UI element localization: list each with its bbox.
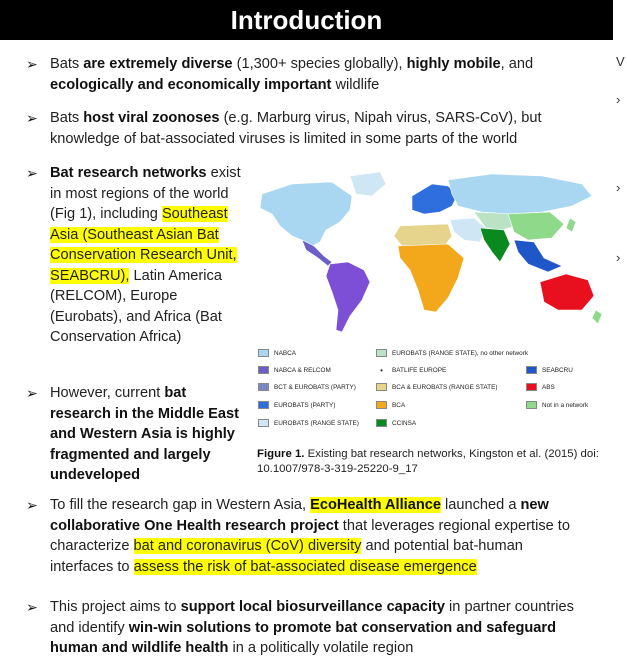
legend-item xyxy=(258,349,296,357)
legend-swatch xyxy=(258,383,269,391)
legend-swatch xyxy=(526,383,537,391)
legend-item xyxy=(376,349,528,357)
legend-swatch xyxy=(258,349,269,357)
text-bold: Bat research networks xyxy=(50,165,207,181)
legend-item xyxy=(376,366,446,374)
text: in partner countries and identify xyxy=(50,599,574,636)
legend-item xyxy=(258,383,356,391)
text-bold: bat research in the Middle East and Western Asia is highly fragmented and largely undeveloped xyxy=(50,385,239,483)
arrow-bullet-icon: ➢ xyxy=(26,110,38,126)
legend-item xyxy=(526,401,588,409)
adjacent-fragment: › xyxy=(616,180,621,195)
adjacent-panel-edge xyxy=(613,40,627,668)
legend-swatch xyxy=(526,366,537,374)
legend-item xyxy=(376,419,416,427)
bullet-ecohealth xyxy=(26,495,585,577)
highlighted-text: bat and coronavirus (CoV) diversity xyxy=(133,538,362,554)
text: To fill the research gap in Western Asia, xyxy=(50,497,311,513)
adjacent-fragment: › xyxy=(616,92,621,107)
legend-item xyxy=(258,366,331,374)
text-bold: support local biosurveillance capacity xyxy=(180,599,445,615)
bullet-networks xyxy=(26,163,246,348)
adjacent-fragment: › xyxy=(616,250,621,265)
bullet-biosurveillance xyxy=(26,597,585,659)
text-bold: host viral zoonoses xyxy=(83,110,220,126)
bullet-middle-east xyxy=(26,383,246,486)
legend-label: NABCA xyxy=(274,349,297,357)
legend-label: EUROBATS (RANGE STATE), no other network xyxy=(392,349,529,357)
legend-item xyxy=(376,401,405,409)
legend-item xyxy=(258,401,335,409)
legend-label: BCT & EUROBATS (PARTY) xyxy=(274,383,356,391)
legend-label: SEABCRU xyxy=(542,366,573,374)
australia-shape xyxy=(540,274,594,310)
page-title: Introduction xyxy=(230,5,383,35)
legend-label: ABS xyxy=(542,383,555,391)
text: (e.g. Marburg virus, Nipah virus, SARS-CoV), but knowledge of bat-associated viruses is limited in some parts of the world xyxy=(50,110,542,147)
text: Bats xyxy=(50,56,84,72)
text-bold: new collaborative One Health research project xyxy=(50,497,549,534)
arrow-bullet-icon: ➢ xyxy=(26,497,38,513)
legend-label: CCINSA xyxy=(392,419,417,427)
legend-swatch xyxy=(258,419,269,427)
text: However, current xyxy=(50,385,165,401)
highlighted-text: assess the risk of bat-associated disease emergence xyxy=(133,558,477,575)
text: in a politically volatile region xyxy=(228,640,414,656)
legend-label: Not in a network xyxy=(542,401,589,409)
legend-label: BCA xyxy=(392,401,406,409)
text: wildlife xyxy=(331,76,380,93)
legend-label: BCA & EUROBATS (RANGE STATE) xyxy=(392,383,498,391)
legend-item xyxy=(258,419,359,427)
text: that leverages regional expertise to characterize xyxy=(50,517,570,554)
world-map-figure xyxy=(252,166,605,336)
legend-swatch xyxy=(376,419,387,427)
text: and potential bat-human interfaces to xyxy=(50,538,523,575)
arrow-bullet-icon: ➢ xyxy=(26,599,38,615)
legend-swatch xyxy=(376,349,387,357)
caption-text: Existing bat research networks, Kingston et al. (2015) doi: 10.1007/978-3-319-25220-9_17 xyxy=(257,448,599,475)
text: This project aims to xyxy=(50,599,181,615)
legend-item xyxy=(376,383,497,391)
adjacent-fragment: V xyxy=(616,54,625,69)
text-bold: are extremely diverse xyxy=(83,56,233,72)
text-bold: win-win solutions to promote bat conservation and safeguard human and wildlife health xyxy=(50,619,557,656)
legend-item xyxy=(526,366,573,374)
legend-label: NABCA & RELCOM xyxy=(274,366,331,374)
arrow-bullet-icon: ➢ xyxy=(26,385,38,401)
arrow-bullet-icon: ➢ xyxy=(26,56,38,72)
text-bold: ecologically and economically important xyxy=(50,76,332,93)
caption-label: Figure 1. xyxy=(257,448,305,460)
text: , and xyxy=(500,56,534,72)
legend-label: BATLIFE EUROPE xyxy=(392,366,447,374)
legend-swatch xyxy=(376,383,387,391)
legend-label: EUROBATS (PARTY) xyxy=(274,401,336,409)
title-bar xyxy=(0,0,613,40)
text: Bats xyxy=(50,110,84,126)
highlighted-text: EcoHealth Alliance xyxy=(310,497,441,513)
legend-swatch xyxy=(526,401,537,409)
text: exist in most regions of the world (Fig 1), including xyxy=(50,165,241,222)
legend-swatch xyxy=(258,401,269,409)
arrow-bullet-icon: ➢ xyxy=(26,165,38,181)
legend-label: EUROBATS (RANGE STATE) xyxy=(274,419,359,427)
highlighted-text: Southeast Asia (Southeast Asian Bat Conservation Research Unit, SEABCRU), xyxy=(50,206,237,284)
legend-swatch xyxy=(258,366,269,374)
bullet-zoonoses xyxy=(26,108,610,149)
text-bold: highly mobile xyxy=(406,56,501,72)
figure-caption xyxy=(257,447,602,477)
text: (1,300+ species globally), xyxy=(232,56,407,72)
text: Latin America (RELCOM), Europe (Eurobats), and Africa (Bat Conservation Africa) xyxy=(50,267,222,345)
legend-swatch: • xyxy=(376,366,387,374)
legend-item xyxy=(526,383,555,391)
text: launched a xyxy=(440,497,521,513)
legend-swatch xyxy=(376,401,387,409)
bullet-diversity xyxy=(26,54,610,95)
map-legend xyxy=(258,345,603,435)
north-africa-shape xyxy=(394,224,452,246)
